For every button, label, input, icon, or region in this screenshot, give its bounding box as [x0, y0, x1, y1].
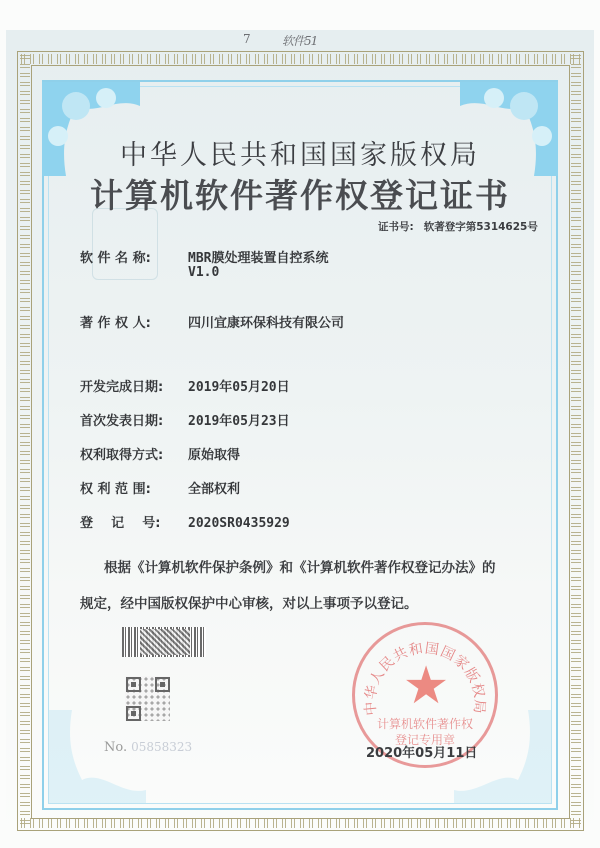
field-software-version [80, 265, 219, 280]
pdf417-barcode-icon [122, 627, 206, 657]
field-software-name [80, 247, 328, 266]
field-first-publish-date [80, 410, 290, 429]
field-value: 四川宜康环保科技有限公司 [188, 316, 345, 331]
field-value: 2019年05月23日 [188, 414, 290, 429]
field-value: 全部权利 [188, 482, 241, 497]
handwritten-note: 7 [243, 32, 251, 46]
issue-date: 2020年05月11日 [366, 746, 478, 761]
serial-value: 05858323 [131, 740, 193, 754]
field-label: 登 记 号: [80, 516, 161, 531]
certificate-number [378, 219, 538, 234]
field-label: 开发完成日期: [80, 380, 164, 395]
issuer-title: 中华人民共和国国家版权局 [120, 140, 480, 171]
serial-label: No. [104, 740, 128, 755]
statement-line-1: 根据《计算机软件保护条例》和《计算机软件著作权登记办法》的 [104, 560, 496, 576]
handwritten-note: 软件51 [282, 34, 318, 48]
svg-text:中华人民共和国国家版权局: 中华人民共和国国家版权局 [362, 640, 488, 717]
field-value: 原始取得 [188, 448, 241, 463]
field-rights-scope [80, 478, 240, 497]
field-label: 权 利 范 围: [80, 482, 151, 497]
certificate-title: 计算机软件著作权登记证书 [90, 176, 510, 215]
certificate-number-value: 软著登字第5314625号 [423, 221, 538, 233]
field-label: 著 作 权 人: [80, 316, 151, 331]
field-copyright-owner [80, 312, 344, 331]
greek-key-band-top [20, 54, 581, 64]
certificate-number-label: 证书号: [378, 221, 414, 233]
field-label: 首次发表日期: [80, 414, 164, 429]
seal-line-2: 登记专用章 [394, 733, 455, 747]
field-label: 权利取得方式: [80, 448, 164, 463]
serial-number [104, 740, 192, 755]
field-value-line2: V1.0 [188, 265, 220, 280]
qr-code-icon [125, 676, 170, 721]
field-value: 2019年05月20日 [188, 380, 290, 395]
field-value: 2020SR0435929 [188, 516, 290, 531]
field-label: 软 件 名 称: [80, 251, 151, 266]
field-dev-completion-date [80, 376, 290, 395]
statement-line-2: 规定，经中国版权保护中心审核，对以上事项予以登记。 [80, 596, 418, 612]
field-registration-number [80, 512, 290, 531]
field-acquisition-method [80, 444, 240, 463]
seal-line-1: 计算机软件著作权 [376, 717, 473, 731]
field-value: MBR膜处理装置自控系统 [188, 251, 329, 266]
seal-star-icon: ★ [402, 656, 450, 716]
greek-key-band-bottom [20, 818, 581, 828]
